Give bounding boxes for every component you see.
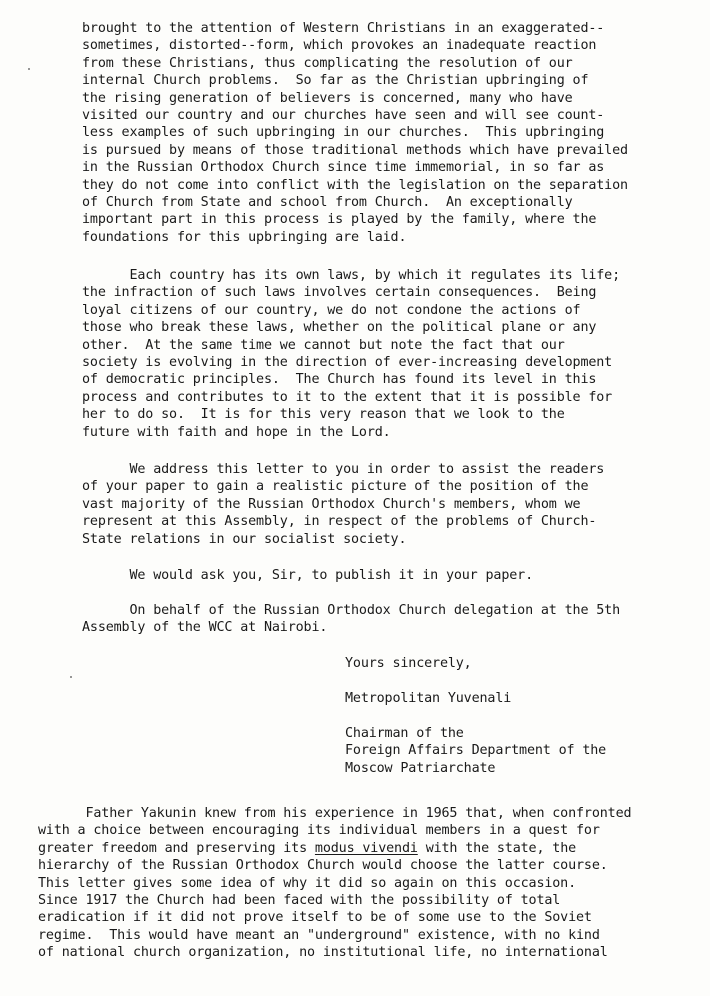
text-line: other. At the same time we cannot but note the fact that our — [82, 337, 565, 353]
text-line: of your paper to gain a realistic picture of the position of the — [82, 479, 589, 495]
text-line: Father Yakunin knew from his experience in 1965 that, when confronted — [38, 806, 632, 821]
text-line: Chairman of the — [345, 726, 464, 741]
text-line: Each country has its own laws, by which it regulates its life; — [82, 268, 621, 283]
text-line: the infraction of such laws involves certain consequences. Being — [82, 285, 597, 301]
text-line: less examples of such upbringing in our churches. This upbringing — [82, 125, 605, 141]
text-line: Since 1917 the Church had been faced with the possibility of total — [38, 893, 561, 908]
text-line: We address this letter to you in order to assist the readers — [82, 462, 605, 477]
text-line: of democratic principles. The Church has found its level in this — [82, 372, 597, 388]
text-run: with the state, the — [417, 840, 577, 856]
text-line: On behalf of the Russian Orthodox Church delegation at the 5th — [82, 603, 621, 618]
text-line: from these Christians, thus complicating the resolution of our — [82, 55, 573, 71]
text-line: the rising generation of believers is concerned, many who have — [82, 90, 573, 106]
text-line: internal Church problems. So far as the Christian upbringing of — [82, 73, 589, 89]
text-line: We would ask you, Sir, to publish it in your paper. — [82, 568, 533, 583]
text-line: foundations for this upbringing are laid. — [82, 229, 407, 245]
text-line: Metropolitan Yuvenali — [345, 691, 512, 706]
text-line: Foreign Affairs Department of the — [345, 743, 607, 759]
text-line — [38, 840, 576, 857]
text-line: eradication if it did not prove itself to be of some use to the Soviet — [38, 910, 592, 926]
text-line: her to do so. It is for this very reason that we look to the — [82, 407, 565, 423]
text-line: represent at this Assembly, in respect of the problems of Church- — [82, 514, 597, 530]
text-line: Moscow Patriarchate — [345, 760, 496, 776]
text-line: process and contributes to it to the extent that it is possible for — [82, 389, 613, 405]
underlined-phrase: modus vivendi — [314, 840, 418, 856]
text-line: important part in this process is played by the family, where the — [82, 212, 597, 228]
stray-mark — [70, 676, 72, 678]
text-line: State relations in our socialist society. — [82, 531, 407, 547]
text-line: society is evolving in the direction of ever-increasing development — [82, 355, 613, 370]
text-line: they do not come into conflict with the legislation on the separation — [82, 177, 628, 193]
text-line: is pursued by means of those traditional methods which have prevailed — [82, 142, 628, 158]
text-line: Yours sincerely, — [345, 656, 472, 671]
text-line: hierarchy of the Russian Orthodox Church would choose the latter course. — [38, 858, 608, 874]
text-line: in the Russian Orthodox Church since time immemorial, in so far as — [82, 160, 605, 176]
text-line: vast majority of the Russian Orthodox Church's members, whom we — [82, 496, 581, 512]
stray-mark — [28, 68, 30, 70]
text-line: of national church organization, no institutional life, no international — [38, 945, 608, 961]
text-line: This letter gives some idea of why it did so again on this occasion. — [38, 875, 577, 891]
text-line: brought to the attention of Western Christians in an exaggerated-- — [82, 21, 605, 36]
text-run: greater freedom and preserving its — [38, 840, 315, 856]
text-line: of Church from State and school from Church. An exceptionally — [82, 195, 573, 210]
text-line: Assembly of the WCC at Nairobi. — [82, 620, 328, 636]
text-line: visited our country and our churches have seen and will see count- — [82, 108, 605, 123]
text-line: loyal citizens of our country, we do not condone the actions of — [82, 302, 581, 318]
text-line: those who break these laws, whether on the political plane or any — [82, 320, 597, 336]
text-line: with a choice between encouraging its individual members in a quest for — [38, 823, 600, 839]
text-line: future with faith and hope in the Lord. — [82, 424, 391, 440]
text-line: sometimes, distorted--form, which provokes an inadequate reaction — [82, 38, 597, 54]
text-line: regime. This would have meant an "underground" existence, with no kind — [38, 927, 600, 943]
